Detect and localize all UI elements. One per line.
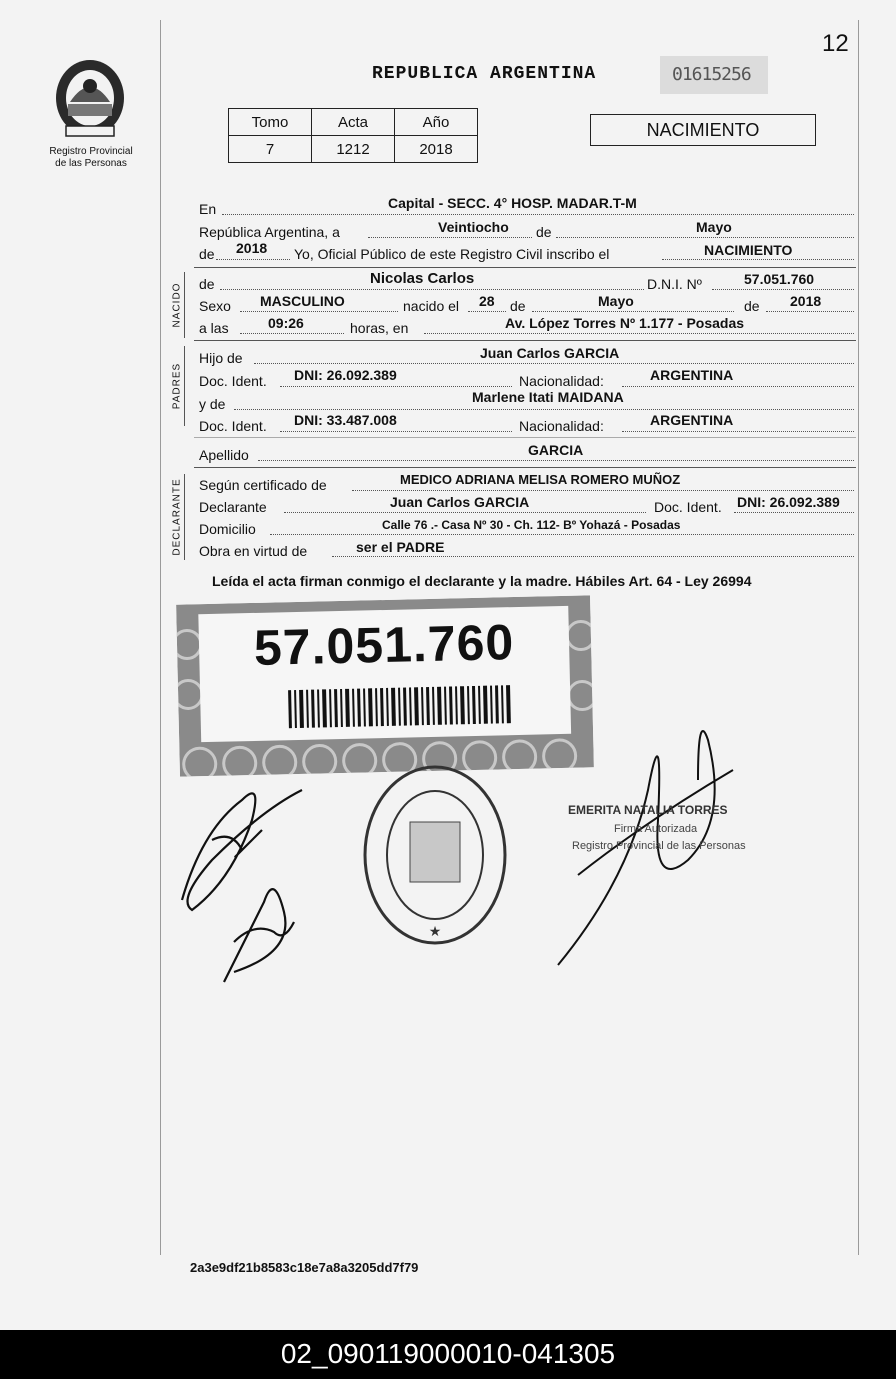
dotted-line: [270, 534, 854, 535]
dotted-line: [284, 512, 646, 513]
birth-day-value: 28: [479, 293, 495, 309]
born-label: nacido el: [403, 298, 460, 314]
at-label: a las: [199, 320, 229, 336]
dotted-line: [532, 311, 734, 312]
left-margin-line: [160, 20, 161, 1255]
official-role: Firma Autorizada: [614, 823, 698, 835]
dotted-line: [234, 409, 854, 410]
surname-value: GARCIA: [528, 442, 584, 458]
footer-id: 02_090119000010-041305: [280, 1338, 616, 1369]
sex-label: Sexo: [199, 298, 231, 314]
address-label: Domicilio: [199, 521, 256, 537]
dotted-line: [220, 289, 644, 290]
dotted-line: [254, 363, 854, 364]
birth-time-value: 09:26: [268, 315, 304, 331]
en-label: En: [199, 201, 217, 217]
record-header-acta: Acta: [312, 109, 395, 136]
registry-caption-line-1: Registro Provincial: [49, 146, 133, 157]
place-value: Capital - SECC. 4° HOSP. MADAR.T-M: [388, 195, 637, 211]
official-round-stamp: [360, 760, 510, 950]
dotted-line: [622, 431, 854, 432]
father-nationality-value: ARGENTINA: [650, 367, 734, 383]
dotted-line: [240, 311, 398, 312]
record-table: [228, 108, 478, 163]
dotted-line: [258, 460, 854, 461]
section-separator: [194, 437, 856, 438]
day-words-value: Veintiocho: [438, 219, 509, 235]
mother-nationality-value: ARGENTINA: [650, 412, 734, 428]
birth-address-value: Av. López Torres Nº 1.177 - Posadas: [505, 315, 745, 331]
document-hash: 2a3e9df21b8583c18e7a8a3205dd7f79: [190, 1260, 419, 1275]
sticker-dni-number: 57.051.760: [253, 614, 515, 676]
serial-number: 01615256: [672, 64, 751, 85]
serial-number-stamp: [660, 56, 768, 94]
mother-doc-value: DNI: 33.487.008: [294, 412, 397, 428]
dotted-line: [280, 386, 512, 387]
official-office: Registro Provincial de las Personas: [572, 840, 746, 852]
dotted-line: [766, 311, 854, 312]
registry-caption: [32, 146, 150, 170]
svg-text:★: ★: [428, 923, 442, 939]
de-label: de: [199, 246, 215, 262]
surname-label: Apellido: [199, 447, 249, 463]
section-separator: [194, 340, 856, 341]
dotted-line: [240, 333, 344, 334]
birth-month-value: Mayo: [598, 293, 634, 309]
son-of-label: Hijo de: [199, 350, 243, 366]
official-signature: [548, 700, 748, 970]
child-name-value: Nicolas Carlos: [370, 270, 475, 287]
de-label: de: [510, 298, 526, 314]
mother-name-value: Marlene Itati MAIDANA: [472, 389, 624, 405]
dni-sticker: [176, 595, 594, 776]
document-title: REPUBLICA ARGENTINA: [372, 64, 597, 84]
officer-text: Yo, Oficial Público de este Registro Civil inscribo el: [294, 246, 610, 262]
record-header-tomo: Tomo: [229, 109, 312, 136]
dotted-line: [662, 259, 854, 260]
record-value-acta: 1212: [312, 136, 395, 163]
doc-label: Doc. Ident.: [654, 499, 722, 515]
official-name: EMERITA NATALIA TORRES: [568, 803, 728, 817]
mother-signature: [214, 862, 304, 992]
section-padres-label: PADRES: [171, 362, 183, 410]
dotted-line: [368, 237, 532, 238]
year-value: 2018: [236, 240, 268, 256]
dotted-line: [424, 333, 854, 334]
section-padres: [170, 346, 185, 426]
dotted-line: [352, 490, 854, 491]
section-separator: [194, 467, 856, 468]
dotted-line: [734, 512, 854, 513]
closing-statement: Leída el acta firman conmigo el declarante y la madre. Hábiles Art. 64 - Ley 26994: [212, 573, 752, 589]
act-type-value: NACIMIENTO: [704, 242, 793, 258]
de-label: de: [536, 224, 552, 240]
father-name-value: Juan Carlos GARCIA: [480, 345, 620, 361]
declarant-name-value: Juan Carlos GARCIA: [390, 494, 530, 510]
dotted-line: [280, 431, 512, 432]
acting-label: Obra en virtud de: [199, 543, 308, 559]
section-separator: [194, 267, 856, 268]
de-label: de: [744, 298, 760, 314]
section-nacido-label: NACIDO: [171, 282, 183, 328]
child-dni-value: 57.051.760: [744, 271, 815, 287]
section-declarante-label: DECLARANTE: [171, 478, 183, 556]
nationality-label: Nacionalidad:: [519, 418, 604, 434]
registry-caption-line-2: de las Personas: [55, 158, 127, 169]
dotted-line: [622, 386, 854, 387]
section-nacido: [170, 272, 185, 338]
footer-id-band: [0, 1330, 896, 1379]
republic-label: República Argentina, a: [199, 224, 340, 240]
dotted-line: [332, 556, 854, 557]
doc-label: Doc. Ident.: [199, 418, 267, 434]
certificate-label: Según certificado de: [199, 477, 327, 493]
month-value: Mayo: [696, 219, 732, 235]
dni-label: D.N.I. Nº: [647, 276, 702, 292]
father-doc-value: DNI: 26.092.389: [294, 367, 397, 383]
nationality-label: Nacionalidad:: [519, 373, 604, 389]
record-header-anio: Año: [395, 109, 478, 136]
declarant-doc-value: DNI: 26.092.389: [737, 494, 840, 510]
sex-value: MASCULINO: [260, 293, 345, 309]
page-number: 12: [822, 30, 849, 57]
section-declarante: [170, 474, 185, 560]
hours-label: horas, en: [350, 320, 409, 336]
certificate-value: MEDICO ADRIANA MELISA ROMERO MUÑOZ: [400, 472, 681, 487]
declarant-address-value: Calle 76 .- Casa Nº 30 - Ch. 112- Bº Yohazá - Posadas: [382, 518, 681, 532]
dotted-line: [222, 214, 854, 215]
and-label: y de: [199, 396, 226, 412]
record-type-box: NACIMIENTO: [590, 114, 816, 146]
declarant-label: Declarante: [199, 499, 267, 515]
birth-year-value: 2018: [790, 293, 822, 309]
doc-label: Doc. Ident.: [199, 373, 267, 389]
dotted-line: [216, 259, 290, 260]
dotted-line: [556, 237, 854, 238]
dotted-line: [712, 289, 854, 290]
acting-value: ser el PADRE: [356, 539, 445, 555]
record-value-tomo: 7: [229, 136, 312, 163]
de-label: de: [199, 276, 215, 292]
province-coat-of-arms-logo: [48, 52, 132, 142]
record-value-anio: 2018: [395, 136, 478, 163]
dotted-line: [468, 311, 506, 312]
right-margin-line: [858, 20, 859, 1255]
